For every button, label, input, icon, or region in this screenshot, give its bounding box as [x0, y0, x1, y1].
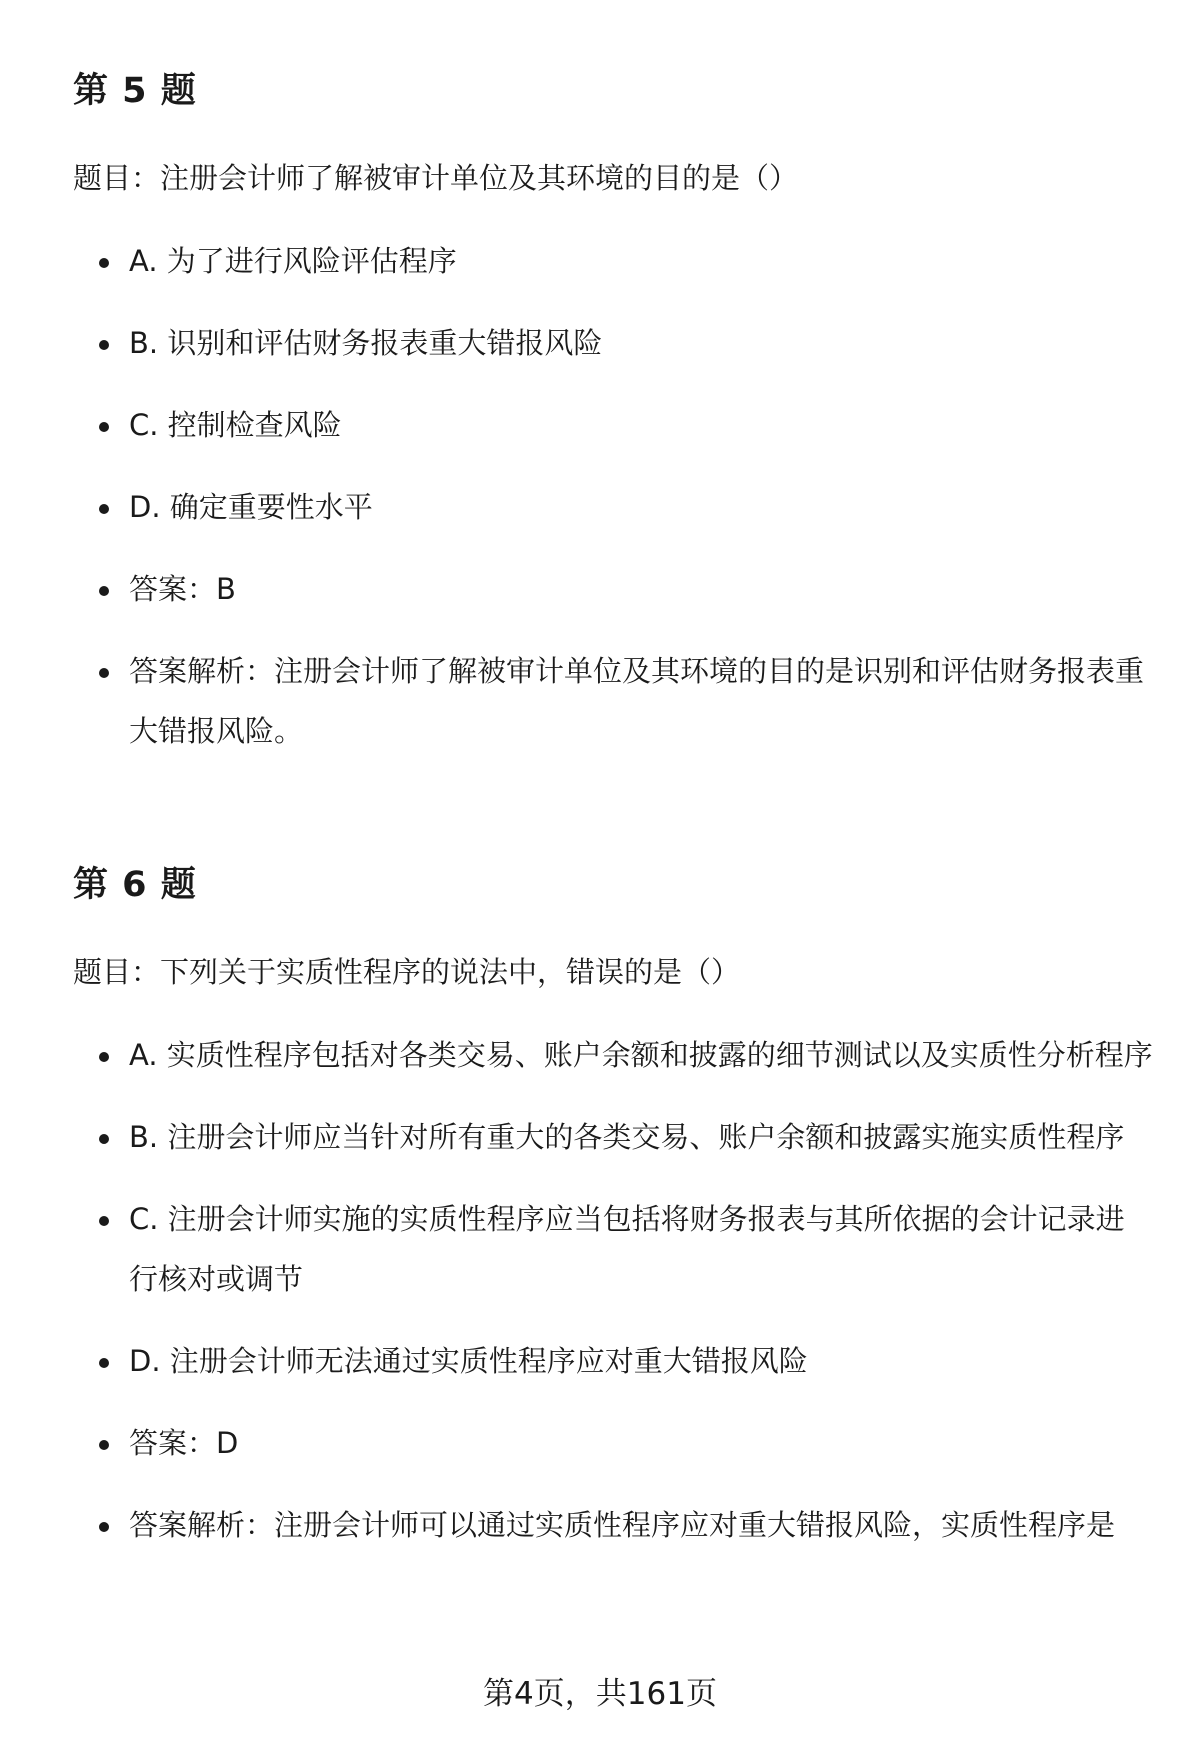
option-a — [73, 1025, 1153, 1085]
answer-analysis — [73, 1495, 1153, 1555]
question-5 — [73, 70, 1153, 761]
analysis-text: 答案解析：注册会计师了解被审计单位及其环境的目的是识别和评估财务报表重大错报风险。 — [129, 653, 1145, 748]
option-b — [73, 1107, 1153, 1167]
bullet-icon — [99, 340, 109, 350]
bullet-icon — [99, 1216, 109, 1226]
option-text: B. 识别和评估财务报表重大错报风险 — [129, 325, 603, 360]
bullet-icon — [99, 1358, 109, 1368]
option-list — [73, 1025, 1153, 1555]
bullet-icon — [99, 1522, 109, 1532]
question-title: 第 6 题 — [73, 865, 197, 905]
option-b — [73, 313, 1153, 373]
bullet-icon — [99, 258, 109, 268]
analysis-text: 答案解析：注册会计师可以通过实质性程序应对重大错报风险，实质性程序是 — [129, 1507, 1116, 1542]
answer-text: 答案：D — [129, 1425, 239, 1460]
option-c — [73, 395, 1153, 455]
bullet-icon — [99, 504, 109, 514]
option-text: C. 注册会计师实施的实质性程序应当包括将财务报表与其所依据的会计记录进行核对或调节 — [129, 1201, 1125, 1296]
option-text: B. 注册会计师应当针对所有重大的各类交易、账户余额和披露实施实质性程序 — [129, 1119, 1125, 1154]
bullet-icon — [99, 586, 109, 596]
option-a — [73, 231, 1153, 291]
option-d — [73, 477, 1153, 537]
bullet-icon — [99, 1134, 109, 1144]
page-number: 第4页，共161页 — [483, 1676, 717, 1712]
answer — [73, 559, 1153, 619]
option-text: D. 注册会计师无法通过实质性程序应对重大错报风险 — [129, 1343, 808, 1378]
option-c — [73, 1189, 1153, 1309]
bullet-icon — [99, 1440, 109, 1450]
option-d — [73, 1331, 1153, 1391]
bullet-icon — [99, 668, 109, 678]
answer-text: 答案：B — [129, 571, 236, 606]
option-text: C. 控制检查风险 — [129, 407, 342, 442]
question-stem: 题目：注册会计师了解被审计单位及其环境的目的是（） — [73, 161, 799, 195]
bullet-icon — [99, 1052, 109, 1062]
option-text: A. 为了进行风险评估程序 — [129, 243, 457, 278]
answer-analysis — [73, 641, 1153, 761]
question-title: 第 5 题 — [73, 71, 197, 111]
question-6 — [73, 864, 1153, 1555]
bullet-icon — [99, 422, 109, 432]
option-list — [73, 231, 1153, 761]
option-text: A. 实质性程序包括对各类交易、账户余额和披露的细节测试以及实质性分析程序 — [129, 1037, 1153, 1072]
option-text: D. 确定重要性水平 — [129, 489, 373, 524]
answer — [73, 1413, 1153, 1473]
question-stem: 题目：下列关于实质性程序的说法中，错误的是（） — [73, 955, 741, 989]
